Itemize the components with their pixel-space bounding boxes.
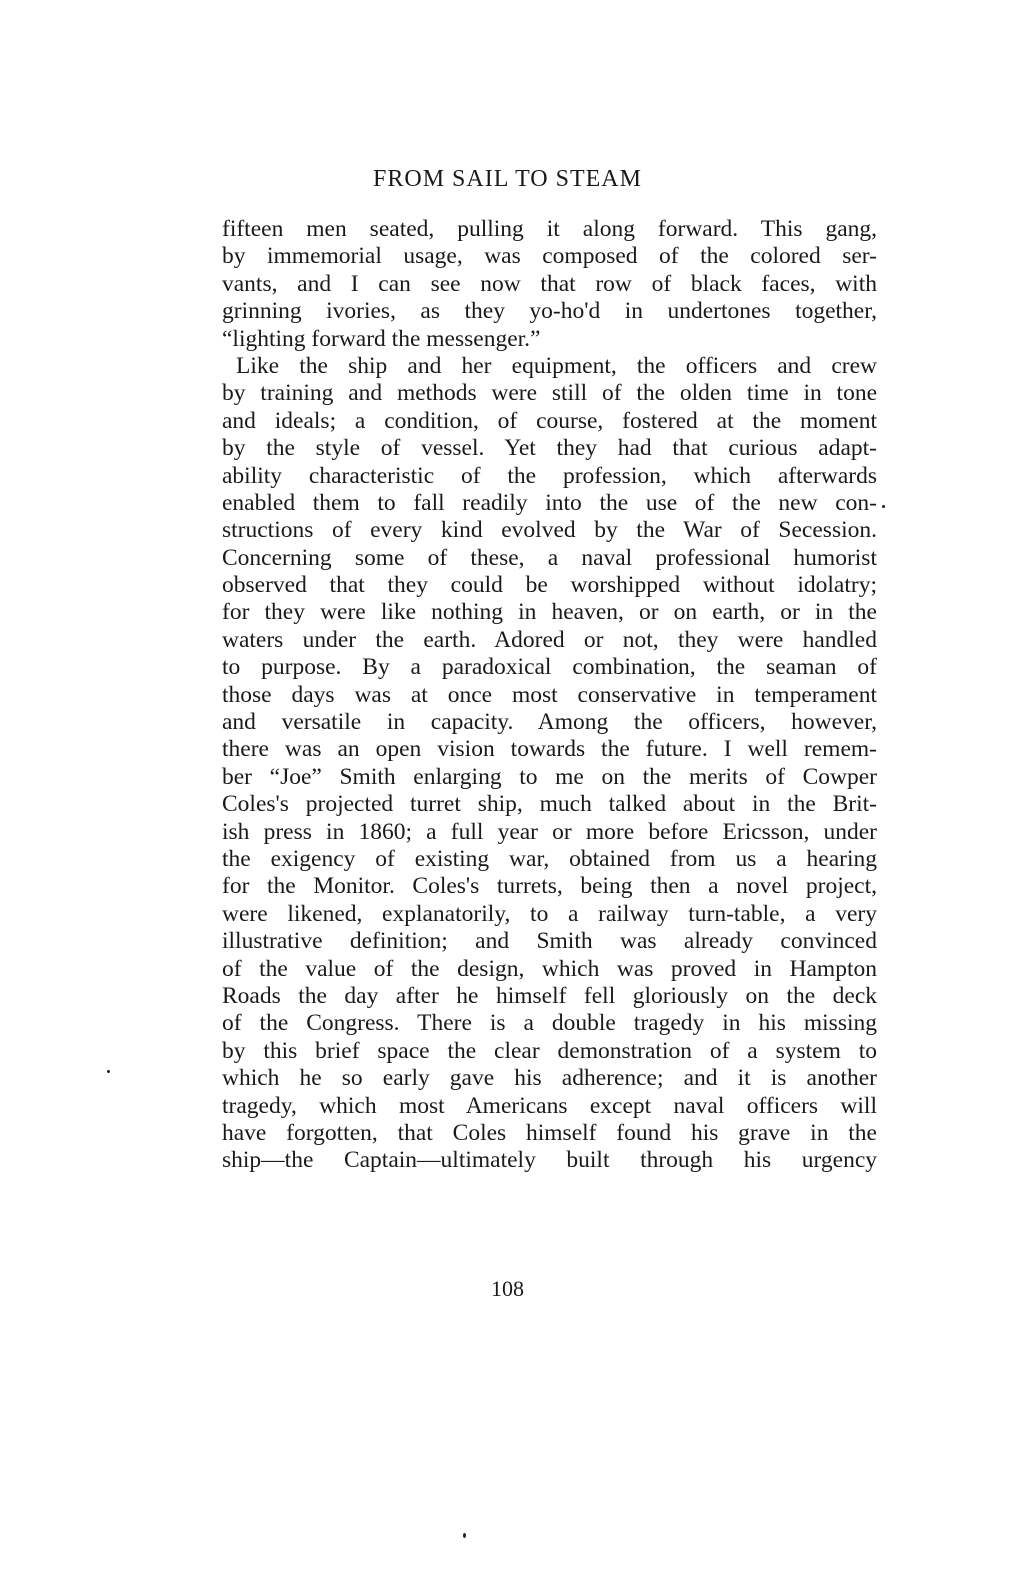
text-line: the exigency of existing war, obtained from us a hearing (222, 845, 877, 872)
text-line: and ideals; a condition, of course, fostered at the moment (222, 407, 877, 434)
text-line: Coles's projected turret ship, much talked about in the Brit- (222, 791, 877, 818)
text-line: of the value of the design, which was proved in Hampton (222, 955, 877, 982)
text-line: by the style of vessel. Yet they had that curious adapt- (222, 435, 877, 462)
text-line: “lighting forward the messenger.” (222, 325, 541, 352)
text-line: ship—the Captain—ultimately built through his urgency (222, 1147, 877, 1174)
text-line: those days was at once most conservative in temperament (222, 681, 877, 708)
text-line: to purpose. By a paradoxical combination, the seaman of (222, 654, 877, 681)
text-line: vants, and I can see now that row of black faces, with (222, 270, 877, 297)
text-line: structions of every kind evolved by the War of Secession. (222, 517, 877, 544)
text-line: enabled them to fall readily into the use of the new con- (222, 489, 877, 516)
text-line: ability characteristic of the profession, which afterwards (222, 462, 877, 489)
text-line: there was an open vision towards the future. I well remem- (222, 736, 877, 763)
text-line: fifteen men seated, pulling it along forward. This gang, (222, 216, 877, 242)
text-line: by immemorial usage, was composed of the colored ser- (222, 243, 877, 270)
text-line: have forgotten, that Coles himself found his grave in the (222, 1119, 877, 1146)
scan-speck (107, 1070, 110, 1073)
text-line: illustrative definition; and Smith was already convinced (222, 928, 877, 955)
text-line: of the Congress. There is a double tragedy in his missing (222, 1010, 877, 1037)
text-line: observed that they could be worshipped without idolatry; (222, 572, 877, 599)
text-line: Roads the day after he himself fell gloriously on the deck (222, 982, 877, 1009)
body-text (222, 216, 877, 1175)
text-line: for the Monitor. Coles's turrets, being then a novel project, (222, 873, 877, 900)
text-line: grinning ivories, as they yo-ho'd in undertones together, (222, 298, 877, 325)
text-line: and versatile in capacity. Among the officers, however, (222, 709, 877, 736)
text-line: for they were like nothing in heaven, or on earth, or in the (222, 599, 877, 626)
page-number: 108 (491, 1276, 524, 1301)
text-line: waters under the earth. Adored or not, they were handled (222, 626, 877, 653)
scan-speck (463, 1533, 466, 1538)
text-line: tragedy, which most Americans except naval officers will (222, 1092, 877, 1119)
text-line: Concerning some of these, a naval professional humorist (222, 544, 877, 571)
running-head: FROM SAIL TO STEAM (373, 166, 642, 192)
text-line: by training and methods were still of the olden time in tone (222, 380, 877, 407)
text-line: Like the ship and her equipment, the officers and crew (236, 352, 877, 379)
text-line: ish press in 1860; a full year or more before Ericsson, under (222, 818, 877, 845)
text-line: ber “Joe” Smith enlarging to me on the merits of Cowper (222, 763, 877, 790)
scan-speck (882, 505, 885, 508)
text-line: were likened, explanatorily, to a railway turn-table, a very (222, 900, 877, 927)
text-line: which he so early gave his adherence; and it is another (222, 1065, 877, 1092)
text-line: by this brief space the clear demonstration of a system to (222, 1037, 877, 1064)
